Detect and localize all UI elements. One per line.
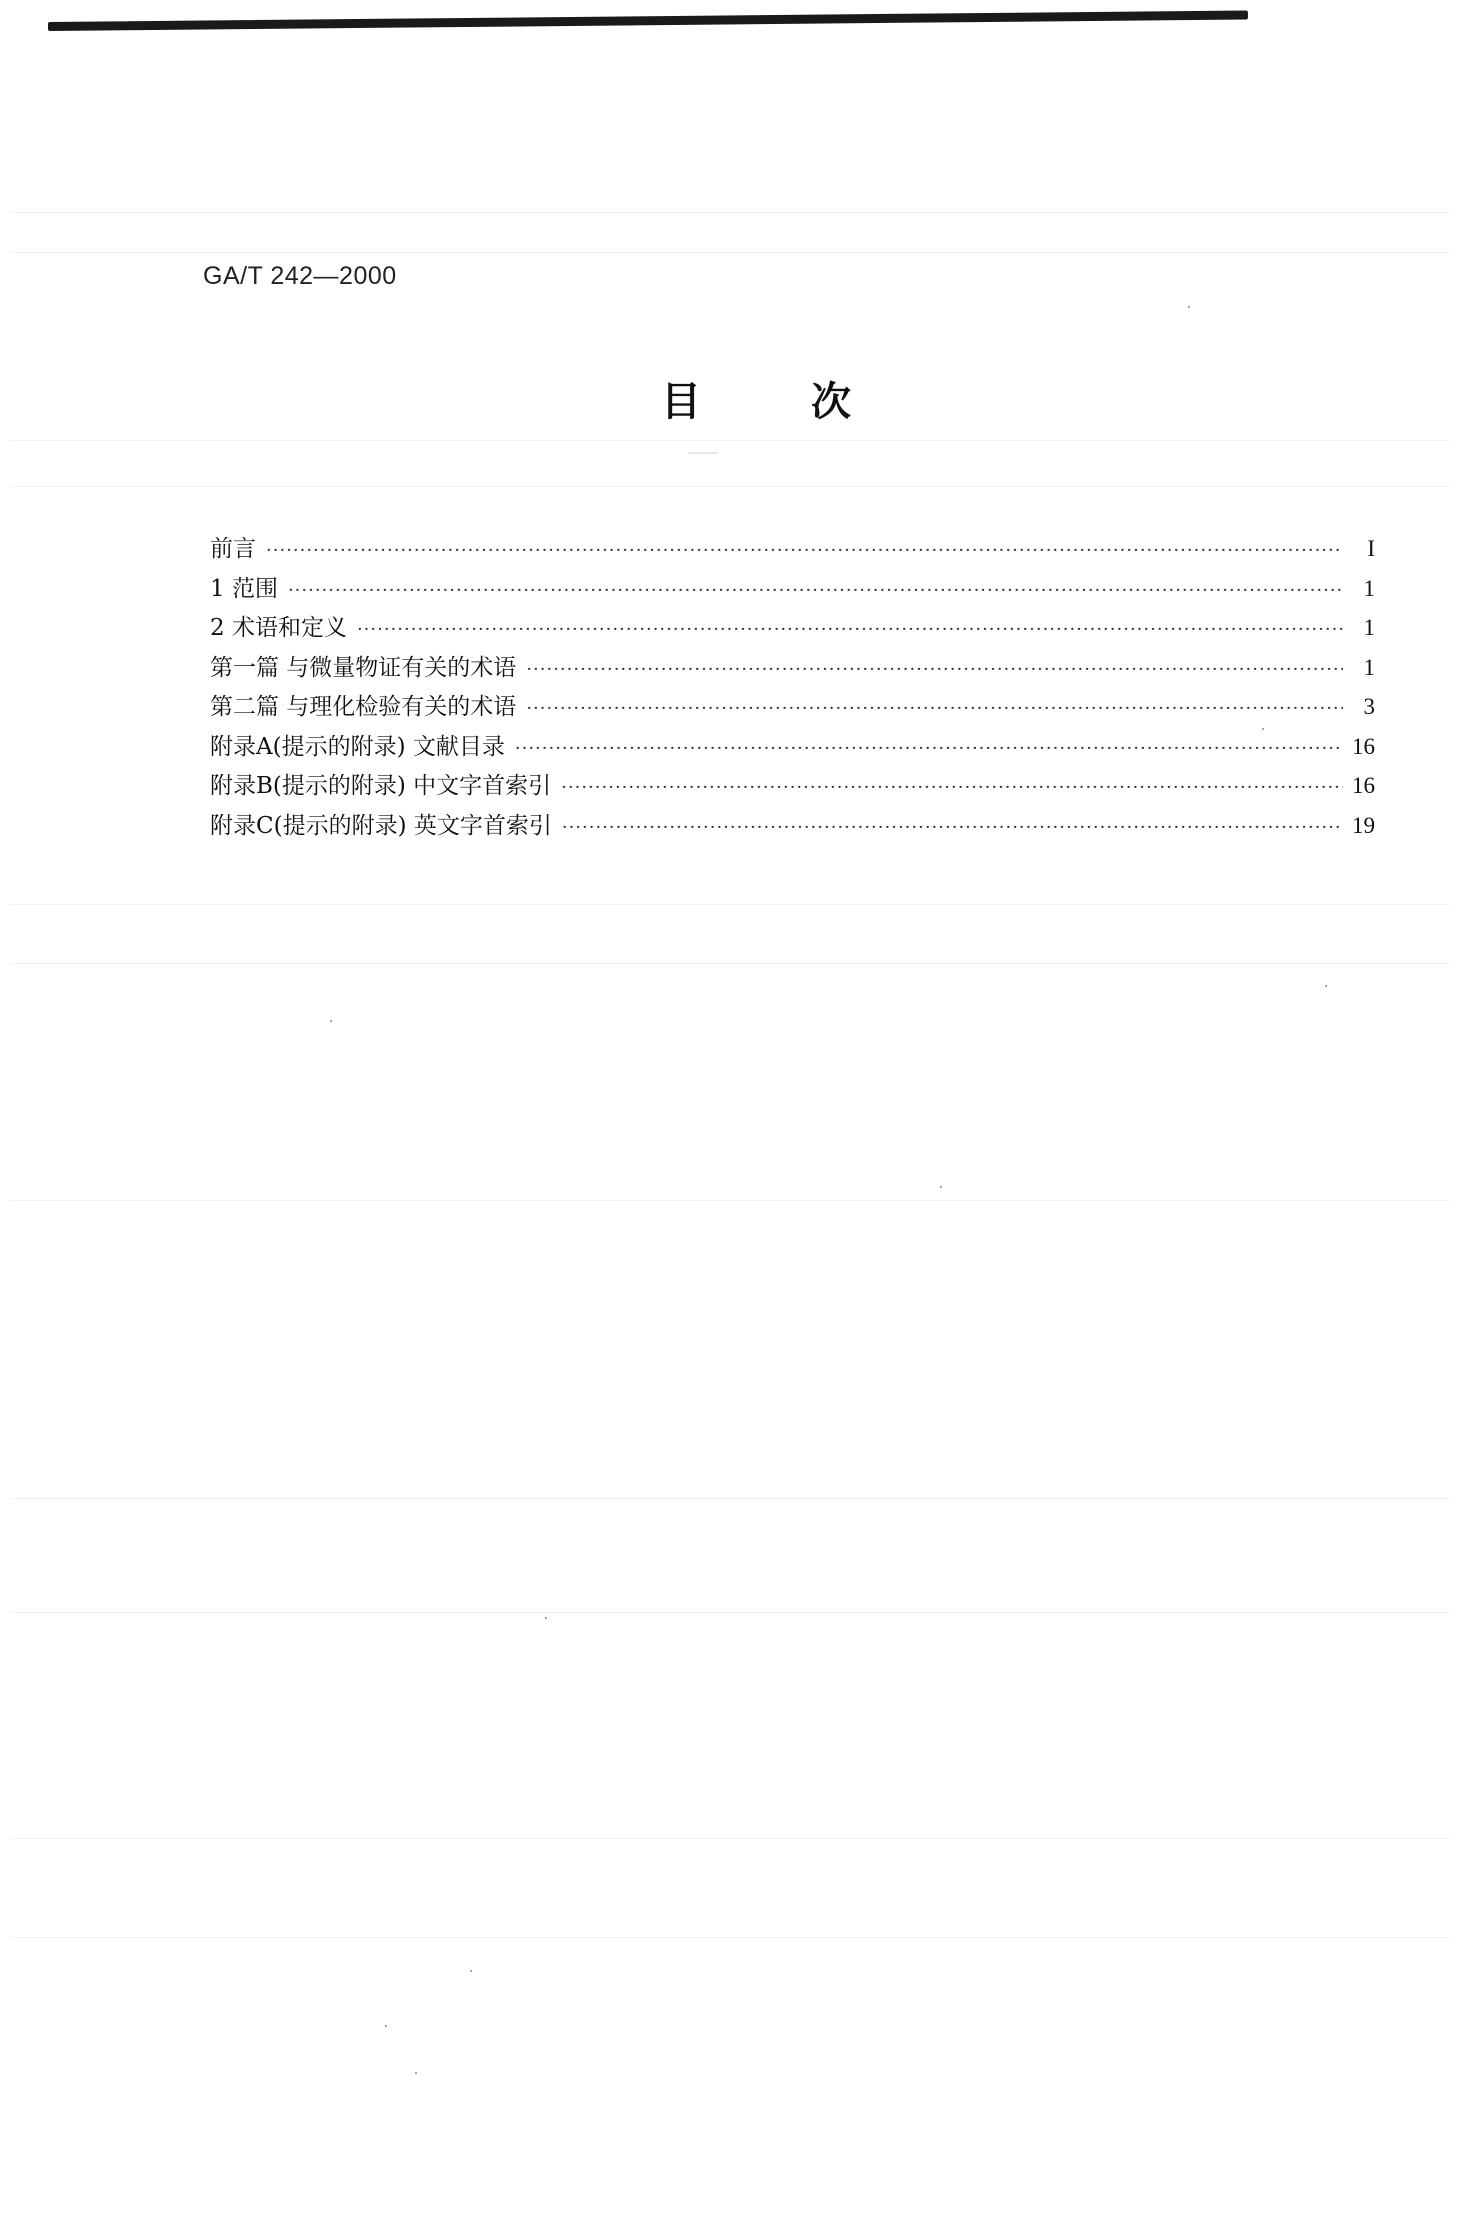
scan-speck	[940, 1186, 942, 1188]
toc-title: 目次	[661, 379, 961, 425]
scan-artifact-line	[10, 1838, 1450, 1839]
toc-entry-appendix-b[interactable]	[210, 767, 1375, 807]
toc-entry-label: 附录B(提示的附录) 中文字首索引	[210, 773, 552, 799]
toc-leader-dots	[515, 738, 1343, 759]
scan-artifact-line	[10, 252, 1450, 253]
toc-entry-page: 1	[1363, 654, 1375, 680]
document-code: GA/T 242—2000	[203, 262, 397, 290]
toc-leader-dots	[561, 777, 1343, 798]
toc-entry-appendix-a[interactable]	[210, 728, 1375, 768]
toc-leader-dots	[526, 698, 1343, 719]
toc-entry-label: 第一篇 与微量物证有关的术语	[210, 654, 517, 681]
scan-speck	[330, 1020, 332, 1022]
scan-speck	[1325, 985, 1327, 987]
toc-entry-label: 附录A(提示的附录) 文献目录	[210, 733, 505, 760]
toc-entry-label: 第二篇 与理化检验有关的术语	[210, 694, 517, 720]
scan-artifact-line	[10, 440, 1450, 441]
toc-entry-scope[interactable]	[210, 570, 1375, 610]
toc-entry-part-two[interactable]	[210, 688, 1375, 728]
scan-artifact-line	[10, 963, 1450, 964]
toc-leader-dots	[266, 540, 1343, 561]
toc-entry-label: 2 术语和定义	[210, 615, 347, 641]
toc-entry-label: 附录C(提示的附录) 英文字首索引	[210, 812, 552, 839]
toc-entry-foreword[interactable]	[210, 530, 1375, 570]
scan-artifact-line	[10, 1937, 1450, 1938]
title-underline-mark	[688, 452, 718, 454]
scan-speck	[470, 1970, 472, 1972]
toc-entry-part-one[interactable]	[210, 649, 1375, 689]
scan-speck	[1188, 306, 1190, 308]
scan-artifact-line	[10, 1498, 1450, 1499]
scan-artifact-line	[10, 1200, 1450, 1201]
toc-entry-page: 3	[1363, 694, 1375, 719]
toc-entry-label: 1 范围	[210, 575, 278, 602]
table-of-contents	[210, 530, 1375, 846]
toc-entry-page: I	[1367, 536, 1375, 561]
toc-leader-dots	[562, 817, 1343, 838]
scan-artifact-line	[10, 212, 1450, 213]
toc-entry-label: 前言	[210, 536, 256, 562]
scan-artifact-line	[10, 904, 1450, 905]
toc-entry-page: 16	[1352, 773, 1375, 798]
toc-leader-dots	[288, 580, 1343, 601]
top-rule	[48, 10, 1248, 31]
scan-speck	[1262, 728, 1264, 730]
toc-entry-page: 19	[1352, 812, 1375, 838]
toc-entry-page: 1	[1363, 575, 1375, 601]
toc-entry-page: 1	[1363, 615, 1375, 640]
toc-leader-dots	[357, 619, 1343, 640]
scan-speck	[385, 2025, 387, 2027]
toc-entry-terms-definitions[interactable]	[210, 609, 1375, 649]
scan-artifact-line	[10, 1612, 1450, 1613]
scan-speck	[415, 2072, 417, 2074]
scan-artifact-line	[10, 486, 1450, 487]
toc-entry-appendix-c[interactable]	[210, 807, 1375, 847]
toc-leader-dots	[526, 659, 1343, 680]
toc-entry-page: 16	[1352, 733, 1375, 759]
scan-speck	[545, 1617, 547, 1619]
